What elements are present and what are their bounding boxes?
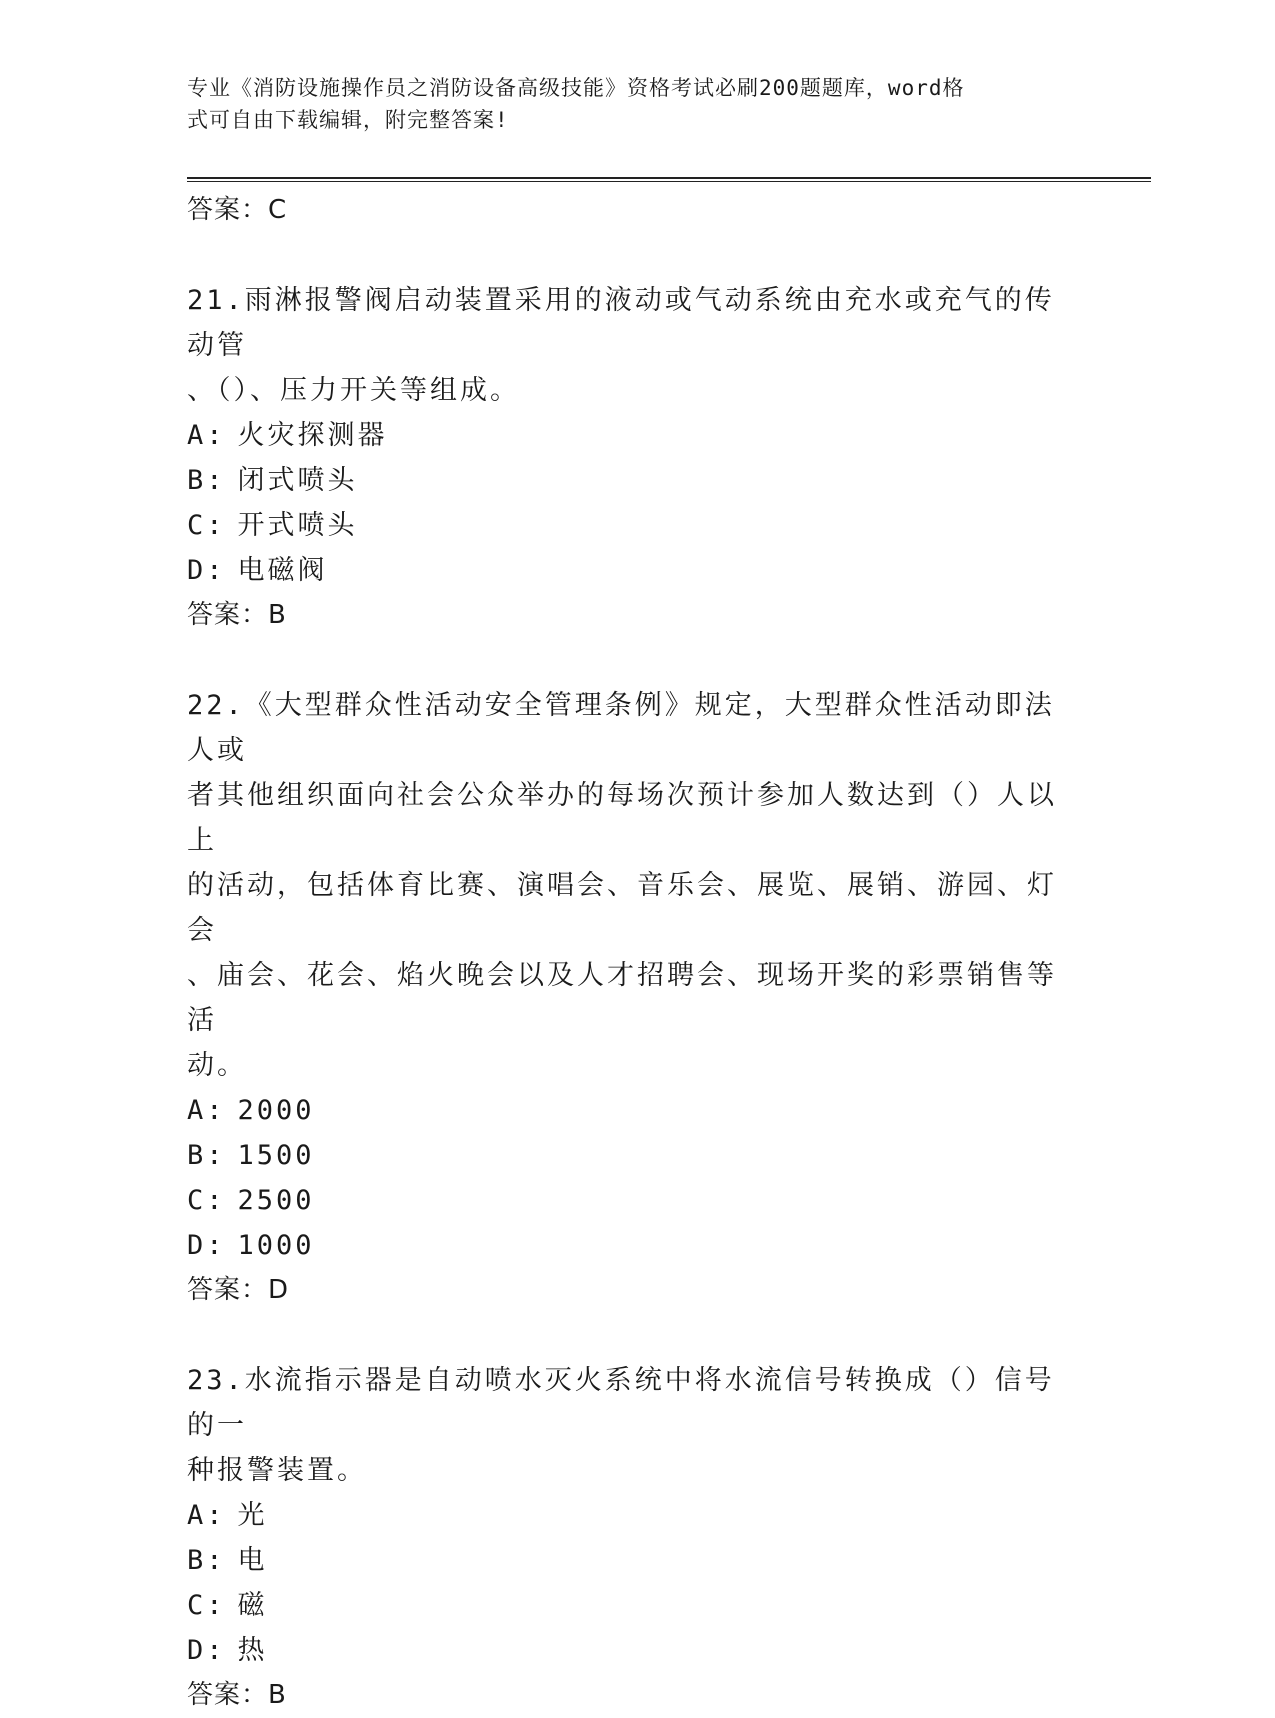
option-key: C: (187, 1590, 226, 1621)
question-23 (187, 1358, 1087, 1718)
stem-line: 22.《大型群众性活动安全管理条例》规定，大型群众性活动即法人或 (187, 690, 1055, 766)
option-text: 热 (237, 1635, 268, 1666)
stem-line: 动。 (187, 1050, 247, 1081)
answer-line: 答案：B (187, 1680, 287, 1710)
option-c (187, 1583, 1087, 1628)
stem-line: 21.雨淋报警阀启动装置采用的液动或气动系统由充水或充气的传动管 (187, 285, 1055, 361)
question-22 (187, 683, 1087, 1313)
option-d (187, 1223, 1087, 1268)
option-text: 光 (237, 1500, 268, 1531)
stem-line: 、（）、压力开关等组成。 (187, 375, 520, 406)
stem-line: 的活动，包括体育比赛、演唱会、音乐会、展览、展销、游园、灯会 (187, 870, 1057, 946)
option-c (187, 1178, 1087, 1223)
option-text: 电 (237, 1545, 268, 1576)
option-a (187, 413, 1087, 458)
page-header (187, 72, 1067, 136)
option-text: 2500 (237, 1185, 315, 1216)
option-key: A: (187, 1095, 226, 1126)
option-text: 1000 (237, 1230, 315, 1261)
option-key: D: (187, 1635, 226, 1666)
option-key: A: (187, 420, 226, 451)
question-21 (187, 278, 1087, 638)
option-d (187, 548, 1087, 593)
question-stem (187, 683, 1077, 1088)
header-line-2: 式可自由下载编辑，附完整答案! (187, 108, 509, 132)
option-b (187, 1133, 1087, 1178)
option-key: C: (187, 1185, 226, 1216)
answer-line: 答案：C (187, 195, 288, 225)
answer-line: 答案：B (187, 600, 287, 630)
option-text: 闭式喷头 (237, 465, 358, 496)
option-text: 火灾探测器 (237, 420, 388, 451)
option-key: D: (187, 1230, 226, 1261)
option-a (187, 1088, 1087, 1133)
option-d (187, 1628, 1087, 1673)
option-text: 磁 (237, 1590, 268, 1621)
question-stem (187, 278, 1077, 413)
header-divider (187, 177, 1151, 182)
question-stem (187, 1358, 1077, 1493)
option-c (187, 503, 1087, 548)
option-text: 电磁阀 (237, 555, 328, 586)
option-text: 开式喷头 (237, 510, 358, 541)
option-key: C: (187, 510, 226, 541)
option-key: D: (187, 555, 226, 586)
option-key: B: (187, 1545, 226, 1576)
option-text: 1500 (237, 1140, 315, 1171)
option-key: A: (187, 1500, 226, 1531)
option-key: B: (187, 465, 226, 496)
stem-line: 23.水流指示器是自动喷水灭火系统中将水流信号转换成（）信号的一 (187, 1365, 1055, 1441)
stem-line: 种报警装置。 (187, 1455, 367, 1486)
header-line-1: 专业《消防设施操作员之消防设备高级技能》资格考试必刷200题题库，word格 (187, 76, 965, 100)
option-a (187, 1493, 1087, 1538)
option-b (187, 1538, 1087, 1583)
stem-line: 者其他组织面向社会公众举办的每场次预计参加人数达到（）人以上 (187, 780, 1057, 856)
document-body (187, 188, 1087, 1718)
answer-line: 答案：D (187, 1275, 290, 1305)
option-b (187, 458, 1087, 503)
option-text: 2000 (237, 1095, 315, 1126)
stem-line: 、庙会、花会、焰火晚会以及人才招聘会、现场开奖的彩票销售等活 (187, 960, 1057, 1036)
option-key: B: (187, 1140, 226, 1171)
